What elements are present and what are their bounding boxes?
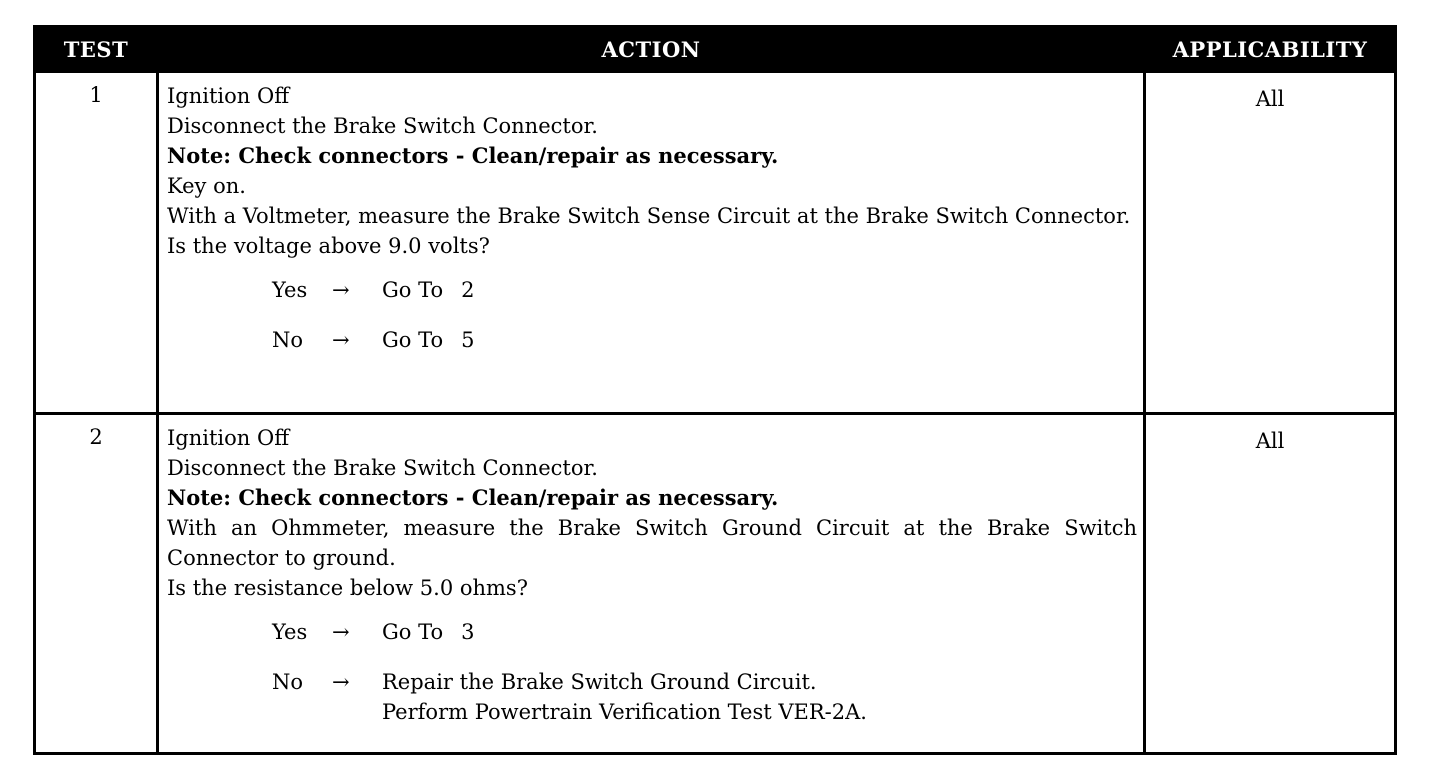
diagnostic-test-table [33,25,1397,755]
action-cell [158,414,1145,754]
action-question: Is the resistance below 5.0 ohms? [167,576,528,600]
header-test: TEST [35,27,158,72]
arrow-right-icon: → [332,620,350,644]
branch-result [382,275,475,305]
arrow-right-icon: → [332,278,350,302]
branch-result [382,617,475,647]
branch-result-line: Repair the Brake Switch Ground Circuit. [382,670,817,694]
header-applicability: APPLICABILITY [1145,27,1396,72]
action-line: Ignition Off [167,426,290,450]
test-number: 2 [35,414,158,754]
branch-label: No [272,670,304,694]
branch-result-line: Perform Powertrain Verification Test VER-2A. [382,700,867,724]
action-note: Note: Check connectors - Clean/repair as necessary. [167,485,779,510]
branch-yes [272,275,1137,305]
branch-no [272,667,1137,727]
test-number: 1 [35,72,158,414]
arrow-right-icon: → [332,670,350,694]
branch-action: Go To [382,328,444,352]
action-line: Key on. [167,174,246,198]
branch-target: 5 [461,328,475,352]
action-line: With a Voltmeter, measure the Brake Switch Sense Circuit at the Brake Switch Connector. [167,204,1131,228]
branch-result [382,325,475,355]
action-question: Is the voltage above 9.0 volts? [167,234,490,258]
action-line: Disconnect the Brake Switch Connector. [167,114,598,138]
branch-yes [272,617,1137,647]
branch-action: Go To [382,278,444,302]
action-line: With an Ohmmeter, measure the Brake Switch Ground Circuit at the Brake Switch Connector to ground. [167,516,1137,570]
table-row [35,414,1396,754]
action-cell [158,72,1145,414]
branch-result [382,667,867,727]
branch-target: 2 [461,278,475,302]
table-row [35,72,1396,414]
header-action: ACTION [158,27,1145,72]
branch-target: 3 [461,620,475,644]
branch-list [167,275,1137,355]
branch-label: Yes [272,620,308,644]
branch-no [272,325,1137,355]
action-line: Disconnect the Brake Switch Connector. [167,456,598,480]
branch-action: Go To [382,620,444,644]
action-line: Ignition Off [167,84,290,108]
branch-list [167,617,1137,727]
branch-label: No [272,328,304,352]
applicability-value: All [1145,72,1396,414]
applicability-value: All [1145,414,1396,754]
branch-label: Yes [272,278,308,302]
table-header-row [35,27,1396,72]
arrow-right-icon: → [332,328,350,352]
action-note: Note: Check connectors - Clean/repair as necessary. [167,143,779,168]
